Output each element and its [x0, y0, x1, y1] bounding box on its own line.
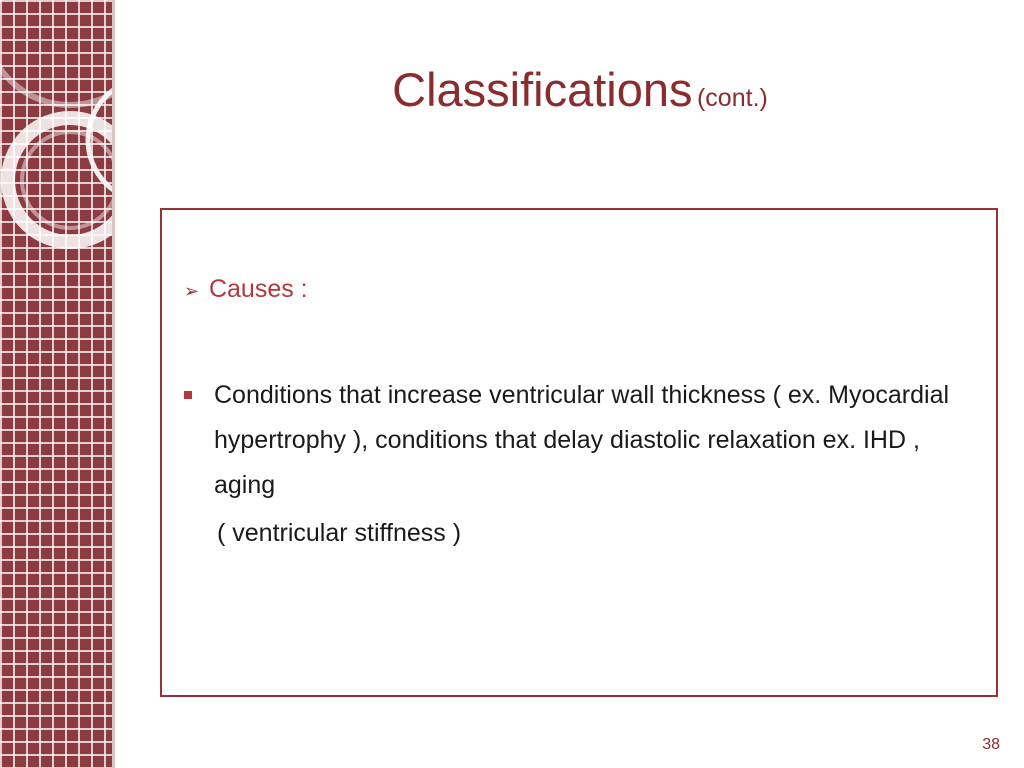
title-suffix: (cont.)	[696, 84, 768, 112]
bullet-continuation: ( ventricular stiffness )	[217, 519, 462, 547]
causes-text: Causes :	[208, 275, 308, 303]
decorative-rings-icon	[0, 0, 112, 260]
arrow-bullet-icon: ➢	[184, 281, 200, 301]
slide-title	[200, 62, 960, 117]
causes-heading	[184, 274, 308, 306]
sidebar-divider	[112, 0, 115, 768]
bullet-text: Conditions that increase ventricular wall thickness ( ex. Myocardial hypertrophy ), conditions that delay diastolic relaxation ex. IHD , aging	[214, 381, 950, 499]
title-text: Classifications	[392, 63, 693, 116]
square-bullet-icon	[184, 391, 192, 399]
page-number: 38	[982, 736, 1000, 753]
content-box	[160, 208, 998, 697]
bullet-item	[184, 380, 984, 508]
decorative-sidebar	[0, 0, 112, 768]
